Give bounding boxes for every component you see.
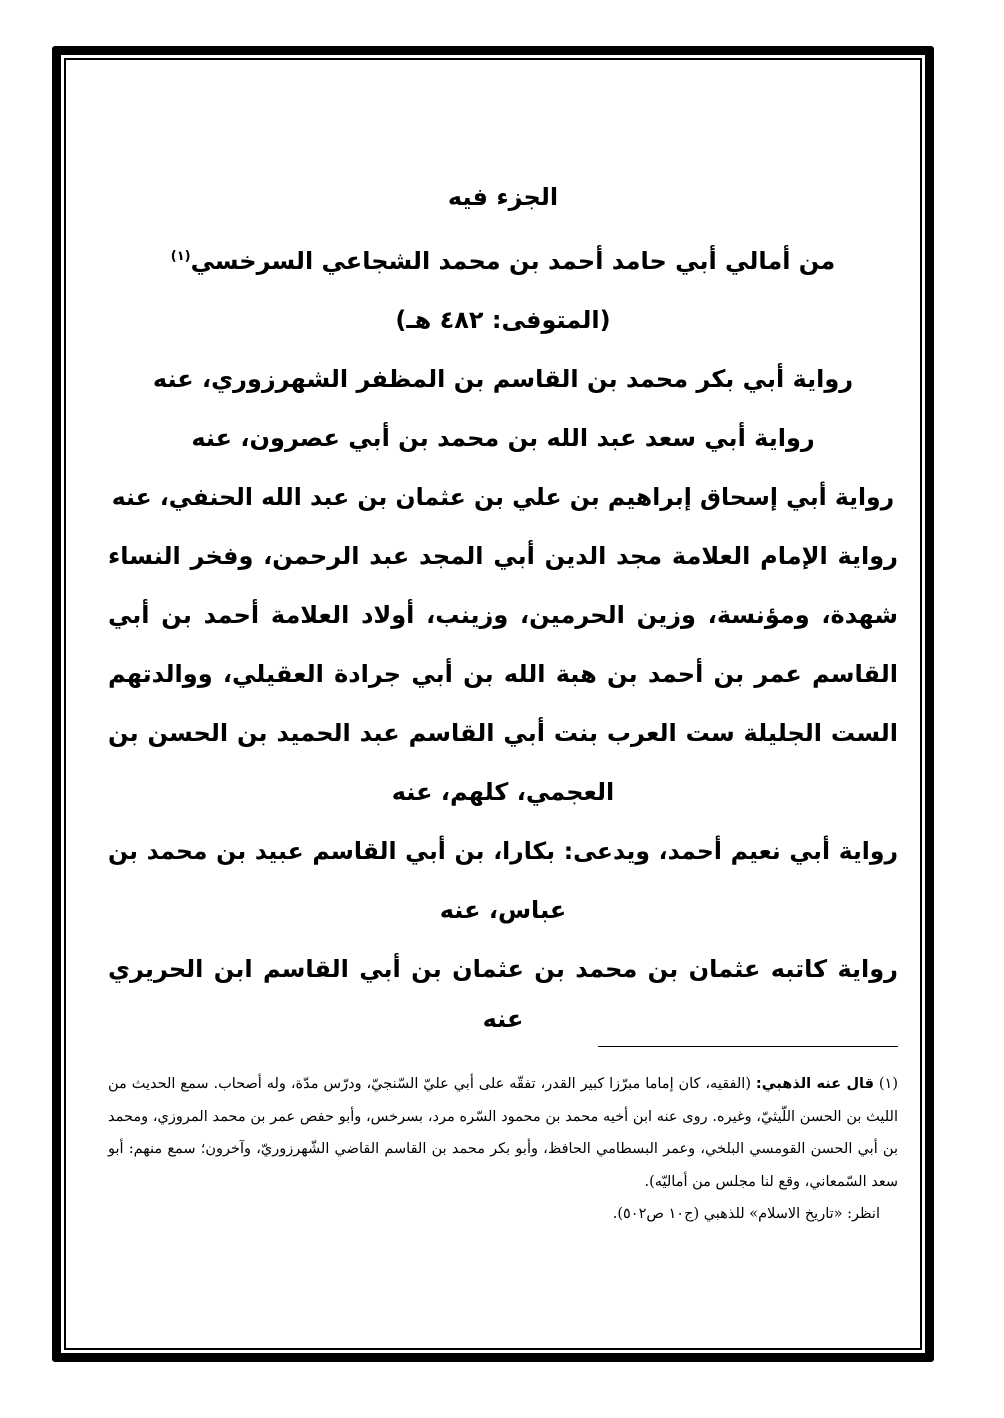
narration-line-9: رواية أبي نعيم أحمد، ويدعى: بكارا، بن أبي القاسم عبيد بن محمد بن	[108, 837, 898, 865]
footnote-number: (١)	[878, 1076, 899, 1092]
footnotes	[108, 1068, 898, 1231]
narration-line-10: عباس، عنه	[439, 896, 567, 924]
title-page	[108, 168, 898, 1039]
narration-line-12: عنه	[482, 1005, 524, 1033]
narration-line-8: العجمي، كلهم، عنه	[391, 778, 615, 806]
title-line-2	[108, 227, 898, 291]
footnote-reference-marker: (١)	[170, 249, 191, 264]
footnote-divider	[598, 1046, 898, 1047]
footnote-1	[108, 1068, 898, 1198]
footnote-reference: انظر: «تاريخ الاسلام» للذهبي (ج١٠ ص٥٠٢).	[612, 1206, 880, 1222]
footnote-text: (الفقيه، كان إماما مبرّزا كبير القدر، تفقّه على أبي عليّ السّنجيّ، ودرّس مدّة، وله أصحاب. سمع الحديث من الليث بن الحسن اللّيثيّ، وغيره. روى عنه ابن أخيه محمد بن محمود السّره مرد، بسرخس، وأبو حفص عمر بن محمد المروزي، ومحمد بن أبي الحسن القومسي البلخي، وعمر البسطامي الحافظ، وأبو بكر محمد بن القاسم القاضي الشّهرزوريّ، وآخرون؛ سمع منهم: أبو سعد السّمعاني، وقع لنا مجلس من أماليّه).	[108, 1076, 898, 1190]
narration-line-3: رواية أبي إسحاق إبراهيم بن علي بن عثمان بن عبد الله الحنفي، عنه	[111, 483, 895, 511]
death-date-line: (المتوفى: ٤٨٢ هـ)	[395, 306, 611, 334]
narration-line-7: الست الجليلة ست العرب بنت أبي القاسم عبد الحميد بن الحسن بن	[108, 719, 898, 747]
narration-line-6: القاسم عمر بن أحمد بن هبة الله بن أبي جرادة العقيلي، ووالدتهم	[108, 660, 898, 688]
title-line-2-text: من أمالي أبي حامد أحمد بن محمد الشجاعي السرخسي	[190, 247, 836, 275]
narration-line-1: رواية أبي بكر محمد بن القاسم بن المظفر الشهرزوري، عنه	[152, 365, 854, 393]
narration-line-4: رواية الإمام العلامة مجد الدين أبي المجد عبد الرحمن، وفخر النساء	[108, 542, 898, 570]
title-line-1: الجزء فيه	[447, 183, 559, 211]
narration-line-11: رواية كاتبه عثمان بن محمد بن عثمان بن أبي القاسم ابن الحريري	[108, 955, 898, 983]
footnote-lead: قال عنه الذهبي:	[755, 1076, 874, 1092]
narration-line-5: شهدة، ومؤنسة، وزين الحرمين، وزينب، أولاد العلامة أحمد بن أبي	[108, 601, 898, 629]
narration-line-2: رواية أبي سعد عبد الله بن محمد بن أبي عصرون، عنه	[191, 424, 815, 452]
